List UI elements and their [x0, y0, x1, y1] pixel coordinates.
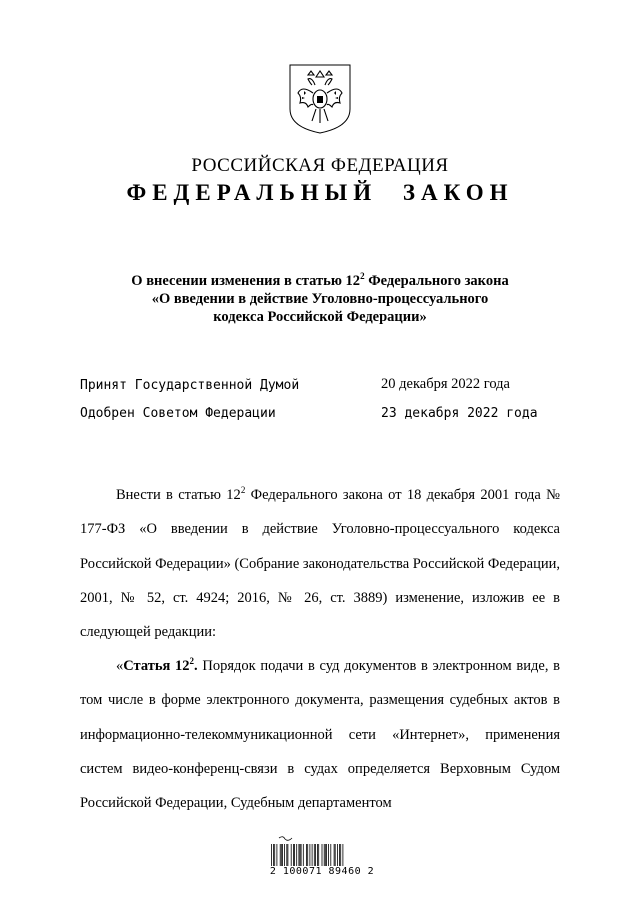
coat-of-arms-icon [288, 63, 352, 135]
article-heading: Статья $12^2$. [123, 656, 198, 674]
duma-adoption-label: Принят Государственной Думой [80, 378, 300, 393]
council-approval-date: 23 декабря 2022 года [381, 406, 538, 421]
law-title-line-3: кодекса Российской Федерации» [213, 309, 427, 325]
law-title-line-1: О внесении изменения в статью $12^2$ Федерального закона [131, 271, 509, 289]
council-approval-label: Одобрен Советом Федерации [80, 406, 276, 421]
duma-adoption-date: 20 декабря 2022 года [381, 376, 510, 392]
body-paragraph-2: «Статья $12^2$. Порядок подачи в суд документов в электронном виде, в том числе в форме электронного документа, размещения судебных актов в информационно-телекоммуникационной сети «Интернет», применения систем видео-конференц-связи в судах определяется Верховным Судом Российской Федерации, Судебным департаментом [80, 656, 560, 812]
law-title-line-2: «О введении в действие Уголовно-процессуального [151, 291, 489, 307]
barcode-number: 2 100071 89460 2 [269, 866, 375, 877]
law-title [60, 272, 580, 326]
country-heading: РОССИЙСКАЯ ФЕДЕРАЦИЯ [191, 155, 449, 176]
law-type-heading: ФЕДЕРАЛЬНЫЙ ЗАКОН [126, 180, 514, 205]
body-paragraph-1: Внести в статью $12^2$ Федерального закона от 18 декабря 2001 года № 177-ФЗ «О введении в действие Уголовно-процессуального кодекса Российской Федерации» (Собрание законодательства Российской Федерации, 2001, № 52, ст. 4924; 2016, № 26, ст. 3889) изменение, изложив ее в следующей редакции: [80, 485, 560, 641]
